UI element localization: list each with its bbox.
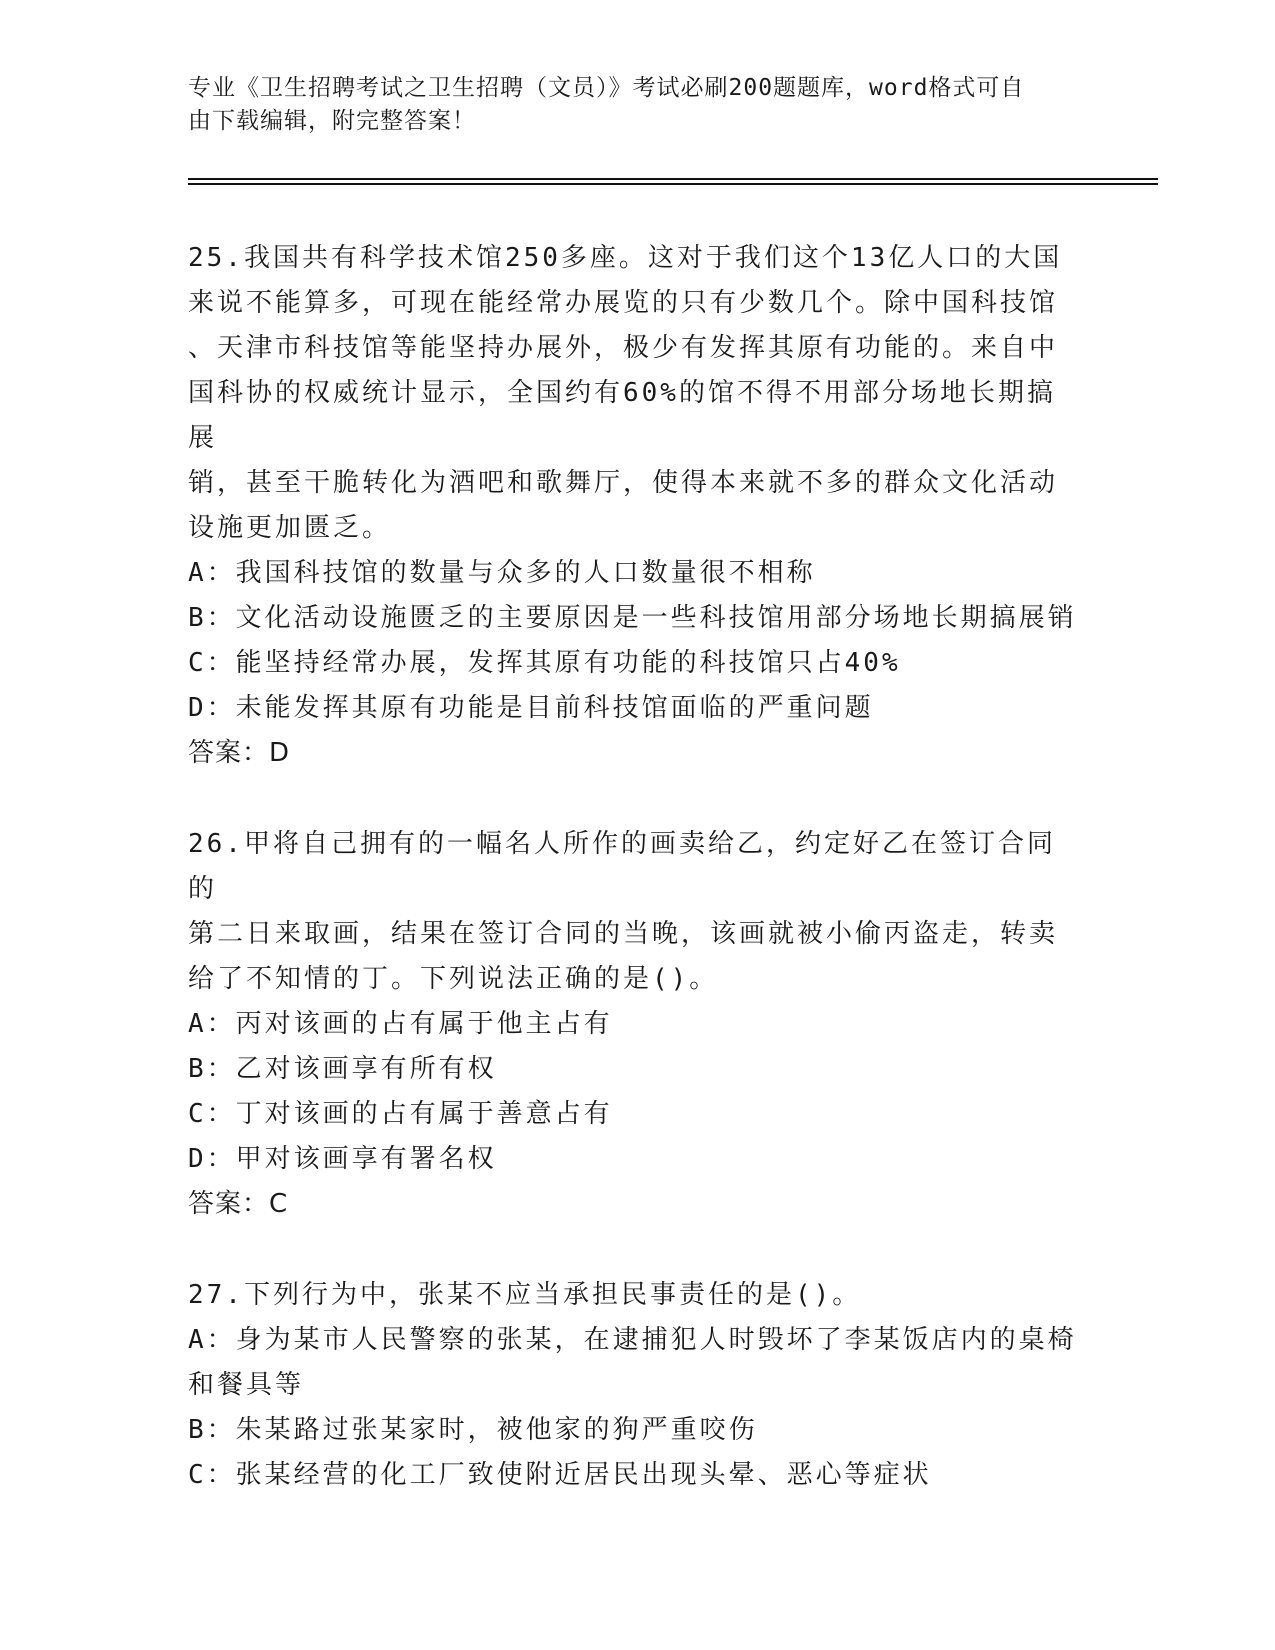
option-a: A：身为某市人民警察的张某，在逮捕犯人时毁坏了李某饭店内的桌椅 xyxy=(188,1325,1077,1355)
question-stem xyxy=(188,236,1078,551)
question-25 xyxy=(188,236,1078,776)
stem-line: 、天津市科技馆等能坚持办展外，极少有发挥其原有功能的。来自中 xyxy=(188,333,1059,363)
header-line-1: 专业《卫生招聘考试之卫生招聘（文员）》考试必刷200题题库，word格式可自 xyxy=(188,75,1025,101)
option-a: A：丙对该画的占有属于他主占有 xyxy=(188,1009,613,1039)
option-c: C：丁对该画的占有属于善意占有 xyxy=(188,1099,613,1129)
stem-line: 27.下列行为中，张某不应当承担民事责任的是()。 xyxy=(188,1280,862,1310)
question-list xyxy=(188,236,1078,1498)
answer-line: 答案：D xyxy=(188,738,291,768)
question-stem xyxy=(188,822,1078,1002)
document-header xyxy=(188,72,1088,138)
option-b: B：文化活动设施匮乏的主要原因是一些科技馆用部分场地长期搞展销 xyxy=(188,603,1077,633)
option-d: D：甲对该画享有署名权 xyxy=(188,1144,497,1174)
header-divider-top xyxy=(188,178,1158,180)
option-c: C：张某经营的化工厂致使附近居民出现头晕、恶心等症状 xyxy=(188,1460,932,1490)
stem-line: 来说不能算多，可现在能经常办展览的只有少数几个。除中国科技馆 xyxy=(188,288,1059,318)
header-divider-bottom xyxy=(188,183,1158,185)
header-line-2: 由下载编辑，附完整答案！ xyxy=(188,108,476,134)
option-d: D：未能发挥其原有功能是目前科技馆面临的严重问题 xyxy=(188,693,874,723)
answer-line: 答案：C xyxy=(188,1189,289,1219)
option-c: C：能坚持经常办展，发挥其原有功能的科技馆只占40% xyxy=(188,648,901,678)
question-26 xyxy=(188,822,1078,1227)
option-b: B：乙对该画享有所有权 xyxy=(188,1054,497,1084)
option-a-continued: 和餐具等 xyxy=(188,1370,305,1400)
stem-line: 国科协的权威统计显示，全国约有60%的馆不得不用部分场地长期搞展 xyxy=(188,378,1056,453)
stem-line: 25.我国共有科学技术馆250多座。这对于我们这个13亿人口的大国 xyxy=(188,243,1063,273)
question-27 xyxy=(188,1273,1078,1498)
stem-line: 给了不知情的丁。下列说法正确的是()。 xyxy=(188,964,719,994)
stem-line: 26.甲将自己拥有的一幅名人所作的画卖给乙，约定好乙在签订合同的 xyxy=(188,829,1056,904)
option-a: A：我国科技馆的数量与众多的人口数量很不相称 xyxy=(188,558,816,588)
option-b: B：朱某路过张某家时，被他家的狗严重咬伤 xyxy=(188,1415,758,1445)
stem-line: 销，甚至干脆转化为酒吧和歌舞厅，使得本来就不多的群众文化活动 xyxy=(188,468,1059,498)
question-stem xyxy=(188,1273,1078,1318)
stem-line: 第二日来取画，结果在签订合同的当晚，该画就被小偷丙盗走，转卖 xyxy=(188,919,1059,949)
stem-line: 设施更加匮乏。 xyxy=(188,513,392,543)
